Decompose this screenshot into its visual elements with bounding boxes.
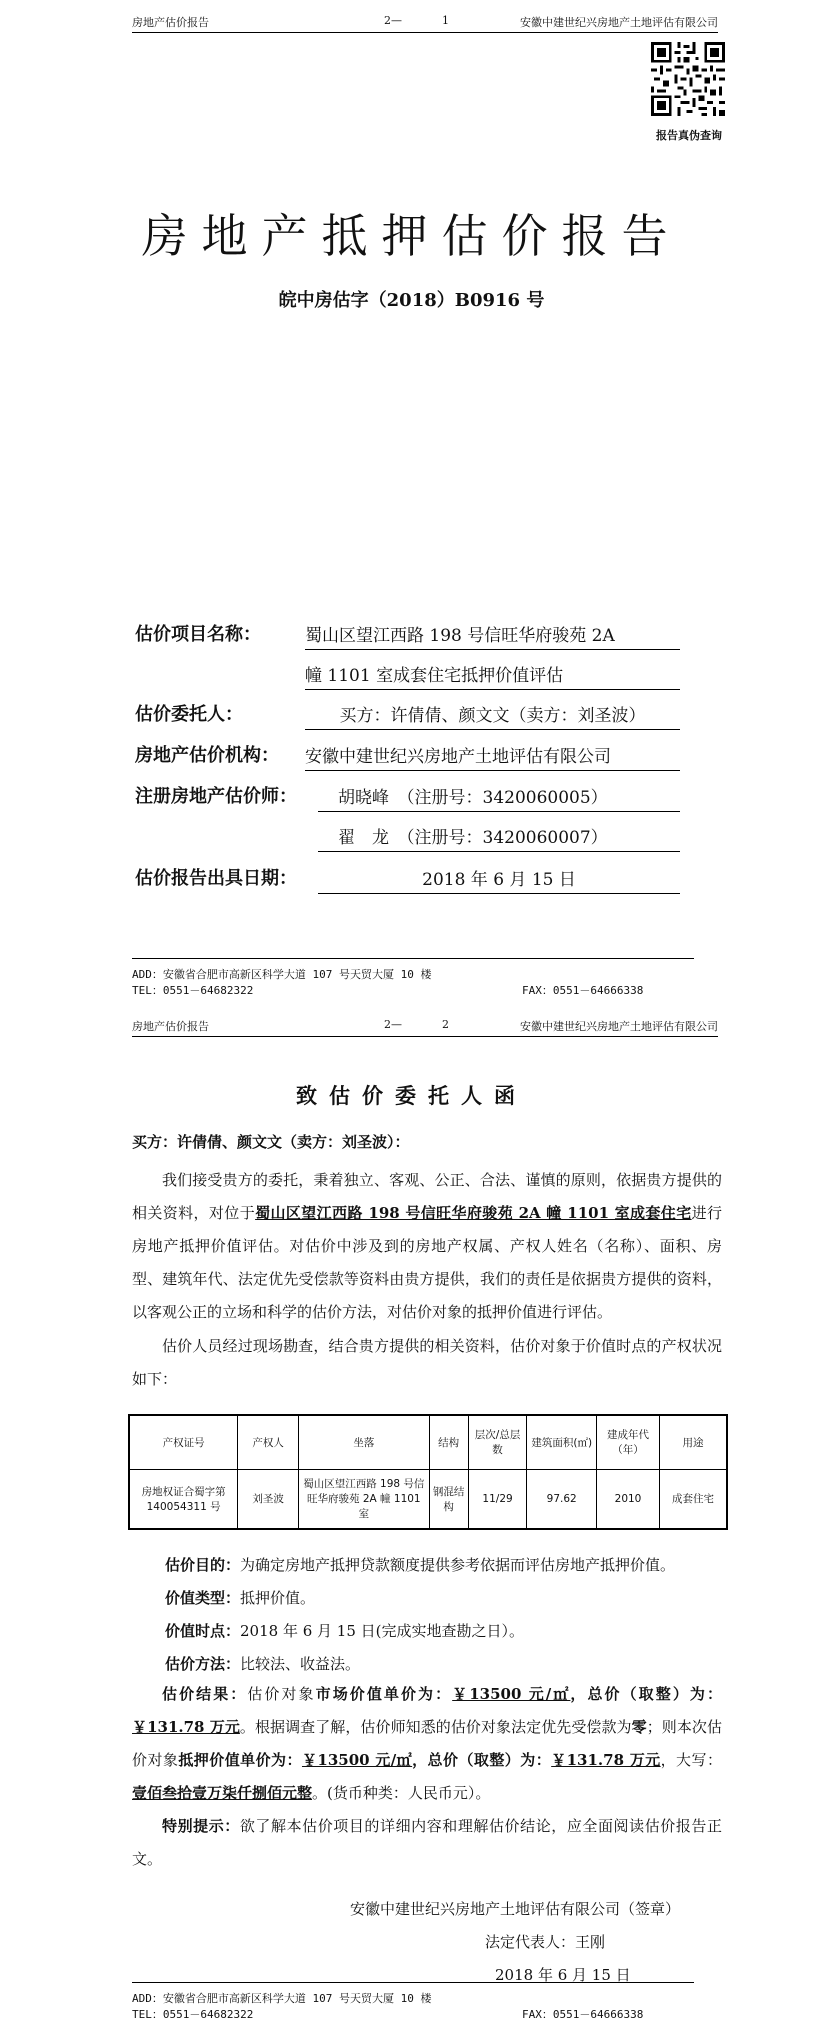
header-page-number: 1 [442,14,449,27]
footer-tel: TEL：0551－64682322 [132,2008,254,2021]
client-value: 买方：许倩倩、颜文文（卖方：刘圣波） [305,701,680,730]
project-name-value-line1: 蜀山区望江西路 198 号信旺华府骏苑 2A [305,621,680,650]
table-header-cell: 产权人 [238,1415,299,1469]
property-address-highlight: 蜀山区望江西路 198 号信旺华府骏苑 2A 幢 1101 室成套住宅 [255,1204,692,1222]
qr-code-icon[interactable] [651,42,725,116]
legal-representative: 法定代表人：王刚 [485,1933,606,1951]
purpose-label: 估价目的： [165,1556,241,1574]
appraiser-label: 注册房地产估价师： [135,786,297,807]
special-notice-paragraph [132,1810,722,1876]
header-report-name: 房地产估价报告 [132,16,209,29]
footer-divider [132,1982,694,1983]
table-header-cell: 建筑面积(㎡) [527,1415,597,1469]
issue-date-value: 2018 年 6 月 15 日 [318,865,680,894]
letter-title: 致估价委托人函 [296,1083,527,1108]
header-report-name: 房地产估价报告 [132,1020,209,1033]
header-company: 安徽中建世纪兴房地产土地评估有限公司 [520,16,718,29]
document-number: 皖中房估字（2018）B0916 号 [278,290,545,311]
table-header-cell: 坐落 [299,1415,429,1469]
result-text: 。(货币种类：人民币元）。 [312,1784,491,1802]
page-header [132,1018,718,1037]
appraiser-2-value: 翟 龙 （注册号：3420060007） [318,823,680,852]
table-cell: 成套住宅 [660,1469,727,1529]
project-name-label: 估价项目名称： [135,624,261,645]
intro-text-c: 进行房地产抵押价值评估。对估价中涉及到的房地产权属、产权人姓名（名称）、面积、房型、建筑年代、法定优先受偿款等资料由贵方提供，我们的责任是依据贵方提供的资料，以客观公正的立场和科学的估价方法，对估价对象的抵押价值进行评估。 [132,1204,722,1321]
header-company: 安徽中建世纪兴房地产土地评估有限公司 [520,1020,718,1033]
intro-text-a: 我们接受贵方的委托，秉着独立、客观、公正、合法、谨慎的原则，依据贵方提供的相关资料，对位于 [132,1171,722,1222]
table-cell: 97.62 [527,1469,597,1529]
mortgage-total-price: ￥131.78 万元 [551,1751,661,1769]
header-total-pages: 2— [384,1018,402,1031]
footer-address: ADD：安徽省合肥市高新区科学大道 107 号天贸大厦 10 楼 [132,1992,432,2005]
table-cell: 钢混结构 [429,1469,468,1529]
method-line [165,1653,360,1674]
footer-divider [132,958,694,959]
project-name-value-line2: 幢 1101 室成套住宅抵押价值评估 [305,661,680,690]
header-total-pages: 2— [384,14,402,27]
table-header-cell: 层次/总层数 [468,1415,527,1469]
survey-paragraph: 估价人员经过现场勘查，结合贵方提供的相关资料，估价对象于价值时点的产权状况如下： [132,1337,722,1388]
result-text: 。根据调查了解，估价师知悉的估价对象法定优先受偿款为 [239,1718,632,1736]
table-cell: 蜀山区望江西路 198 号信旺华府骏苑 2A 幢 1101 室 [299,1469,429,1529]
client-label: 估价委托人： [135,704,243,725]
letter-addressee: 买方：许倩倩、颜文文（卖方：刘圣波）： [132,1133,410,1151]
agency-label: 房地产估价机构： [135,745,279,766]
table-cell: 房地权证合蜀字第 140054311 号 [129,1469,238,1529]
table-header-cell: 用途 [660,1415,727,1469]
table-header-cell: 产权证号 [129,1415,238,1469]
signature-date: 2018 年 6 月 15 日 [495,1966,631,1984]
market-unit-price: ￥13500 元/㎡ [452,1685,571,1703]
mortgage-unit-label: 抵押价值单价为： [178,1751,302,1769]
value-type-line [165,1587,315,1608]
page-header [132,14,718,33]
market-unit-label: 市场价值单价为： [315,1685,453,1703]
footer-tel: TEL：0551－64682322 [132,984,254,997]
value-time-label: 价值时点： [165,1622,241,1640]
market-total-label: ，总价（取整）为： [570,1685,722,1703]
footer-fax: FAX：0551－64666338 [522,2008,644,2021]
value-time-value: 2018 年 6 月 15 日(完成实地查勘之日）。 [240,1622,525,1640]
result-text: ；则本次估价对象 [132,1718,722,1769]
issue-date-label: 估价报告出具日期： [135,868,297,889]
table-cell: 刘圣波 [238,1469,299,1529]
signature-company: 安徽中建世纪兴房地产土地评估有限公司（签章） [350,1900,681,1918]
table-row [129,1469,727,1529]
mortgage-total-label: ，总价（取整）为： [412,1751,552,1769]
table-header-cell: 结构 [429,1415,468,1469]
method-label: 估价方法： [165,1655,241,1673]
intro-paragraph [132,1164,722,1329]
footer-address: ADD：安徽省合肥市高新区科学大道 107 号天贸大厦 10 楼 [132,968,432,981]
table-cell: 2010 [596,1469,659,1529]
table-header-cell: 建成年代（年） [596,1415,659,1469]
result-label: 估价结果： [162,1685,248,1703]
notice-label: 特别提示： [162,1817,240,1835]
purpose-value: 为确定房地产抵押贷款额度提供参考依据而评估房地产抵押价值。 [240,1556,676,1574]
footer-fax: FAX：0551－64666338 [522,984,644,997]
report-cover-page [0,0,823,1018]
purpose-line [165,1554,675,1575]
letter-to-client-page [0,1018,823,2040]
result-text: ，大写： [660,1751,722,1769]
value-type-label: 价值类型： [165,1589,241,1607]
priority-claims-value: 零 [631,1718,647,1736]
market-total-price: ￥131.78 万元 [132,1718,240,1736]
table-header-row [129,1415,727,1469]
appraiser-1-value: 胡晓峰 （注册号：3420060005） [318,783,680,812]
value-type-value: 抵押价值。 [240,1589,316,1607]
method-value: 比较法、收益法。 [240,1655,361,1673]
qr-caption: 报告真伪查询 [656,129,722,142]
valuation-result-paragraph [132,1678,722,1810]
property-rights-table [128,1414,728,1530]
agency-value: 安徽中建世纪兴房地产土地评估有限公司 [305,742,680,771]
report-title: 房地产抵押估价报告 [141,209,682,263]
header-page-number: 2 [442,1018,449,1031]
amount-in-words: 壹佰叁拾壹万柒仟捌佰元整 [132,1784,313,1802]
notice-text: 欲了解本估价项目的详细内容和理解估价结论，应全面阅读估价报告正文。 [132,1817,722,1868]
mortgage-unit-price: ￥13500 元/㎡ [301,1751,413,1769]
result-text: 估价对象 [247,1685,316,1703]
value-time-line [165,1620,524,1641]
table-cell: 11/29 [468,1469,527,1529]
